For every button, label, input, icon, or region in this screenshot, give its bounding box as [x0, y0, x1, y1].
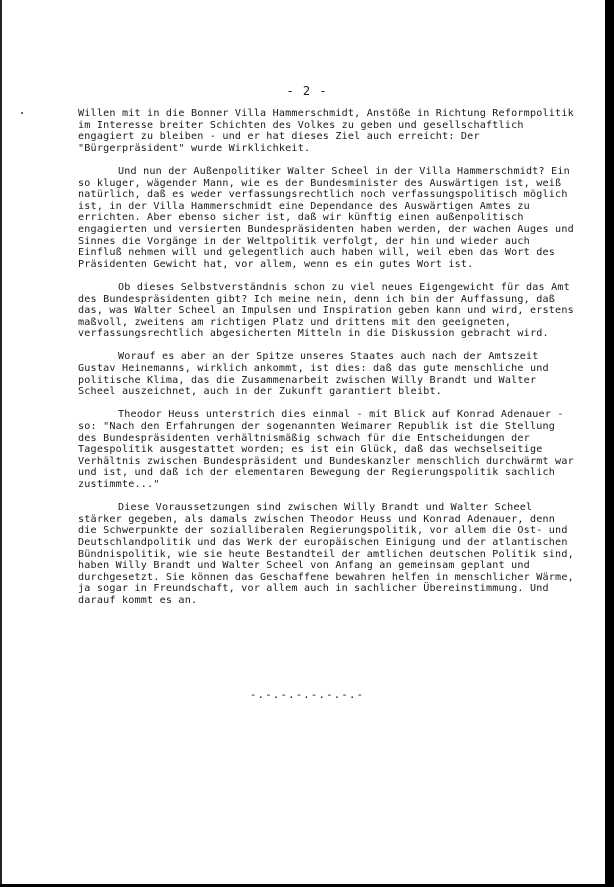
page-number: - 2 -	[286, 84, 328, 98]
paragraph-2: Und nun der Außenpolitiker Walter Scheel in der Villa Hammerschmidt? Ein so kluger, wägender Mann, wie es der Bundesminister des Auswärtigen ist, weiß natürlich, daß es weder verfassungsrechtlich noch verfassungspolitisch möglich ist, in der Villa Hammerschmidt eine Dependance des Auswärtigen Amtes zu errichten. Aber ebenso sicher ist, daß wir künftig einen außenpolitisch engagierten und versierten Bundespräsidenten haben werden, der wachen Auges und Sinnes die Vorgänge in der Weltpolitik verfolgt, der hin und wieder auch Einfluß nehmen will und gelegentlich auch haben will, weil eben das Wort des Präsidenten Gewicht hat, vor allem, wenn es ein gutes Wort ist.	[78, 165, 574, 270]
paragraph-6: Diese Voraussetzungen sind zwischen Willy Brandt und Walter Scheel stärker gegeben, als damals zwischen Theodor Heuss und Konrad Adenauer, denn die Schwerpunkte der sozialliberalen Regierungspolitik, vor allem die Ost- und Deutschlandpolitik und das Werk der europäischen Einigung und der atlantischen Bündnispolitik, wie sie heute Bestandteil der amtlichen deutschen Politik sind, haben Willy Brandt und Walter Scheel von Anfang an gemeinsam geplant und durchgesetzt. Sie können das Geschaffene bewahren helfen in menschlicher Wärme, ja sogar in Freundschaft, vor allem auch in sachlicher Übereinstimmung. Und darauf kommt es an.	[78, 502, 574, 606]
paragraph-1: Willen mit in die Bonner Villa Hammerschmidt, Anstöße in Richtung Reformpolitik im Interesse breiter Schichten des Volkes zu geben und gesellschaftlich engagiert zu bleiben - und er hat dieses Ziel auch erreicht: Der "Bürgerpräsident" wurde Wirklichkeit.	[78, 108, 574, 154]
body-text	[78, 108, 574, 618]
end-marker: -.-.-.-.-.-.-.-	[249, 688, 365, 701]
scan-edge-right	[605, 0, 614, 887]
scan-speck	[21, 112, 23, 114]
paragraph-5: Theodor Heuss unterstrich dies einmal - mit Blick auf Konrad Adenauer - so: "Nach den Erfahrungen der sogenannten Weimarer Republik ist die Stellung des Bundespräsidenten verhältnismäßig schwach für die Entscheidungen der Tagespolitik ausgestattet worden; es ist ein Glück, daß das wechselseitige Verhältnis zwischen Bundespräsident und Bundeskanzler menschlich durchwärmt war und ist, und daß ich der elementaren Bewegung der Regierungspolitik sachlich zustimmte..."	[78, 409, 574, 490]
paragraph-4: Worauf es aber an der Spitze unseres Staates auch nach der Amtszeit Gustav Heinemanns, wirklich ankommt, ist dies: daß das gute menschliche und politische Klima, das die Zusammenarbeit zwischen Willy Brandt und Walter Scheel auszeichnet, auch in der Zukunft garantiert bleibt.	[78, 351, 549, 398]
scan-edge-left	[0, 0, 2, 887]
paragraph-3: Ob dieses Selbstverständnis schon zu viel neues Eigengewicht für das Amt des Bundespräsidenten gibt? Ich meine nein, denn ich bin der Auffassung, daß das, was Walter Scheel an Impulsen und Inspiration geben kann und wird, erstens maßvoll, zweitens am richtigen Platz und drittens mit den geeigneten, verfassungsrechtlich abgesicherten Mitteln in die Diskussion gebracht wird.	[78, 281, 574, 340]
